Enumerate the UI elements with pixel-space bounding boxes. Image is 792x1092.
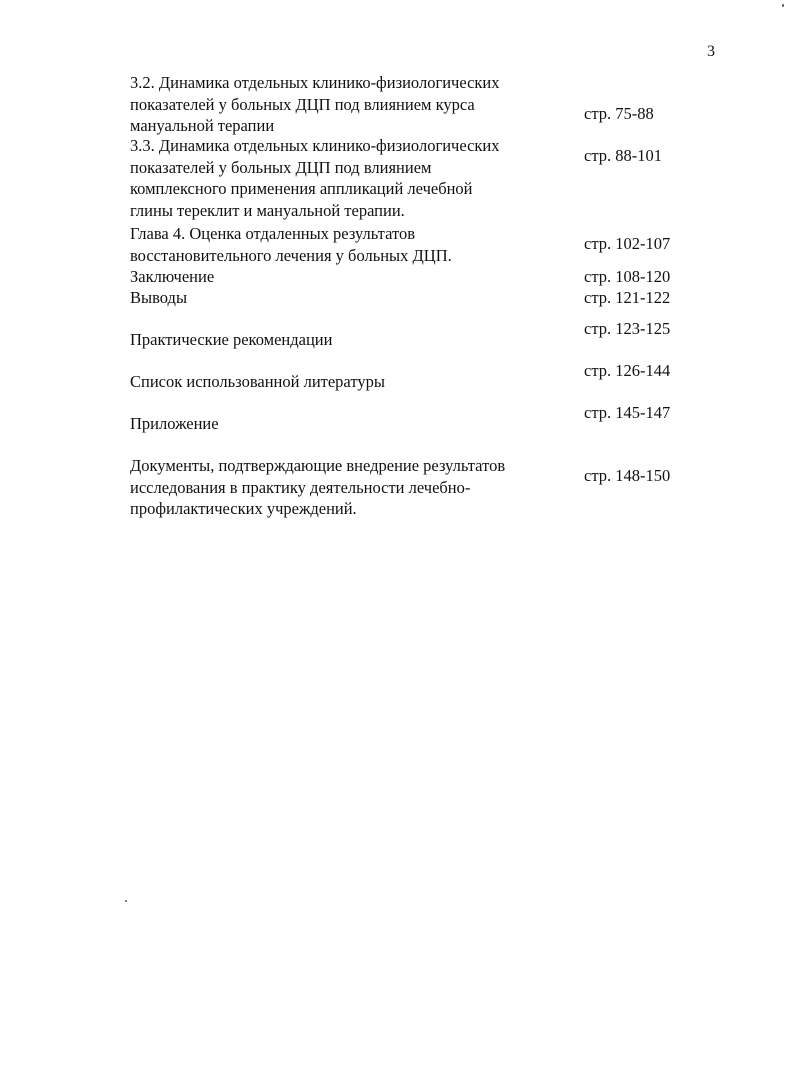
toc-entry-title: 3.2. Динамика отдельных клинико-физиологических показателей у больных ДЦП под влиянием курса мануальной терапии bbox=[130, 73, 500, 135]
toc-entry-title: Заключение bbox=[130, 267, 215, 286]
toc-entry-title: Выводы bbox=[130, 288, 188, 307]
toc-entry-title: Список использованной литературы bbox=[130, 372, 385, 391]
toc-entry-pages: стр. 121-122 bbox=[584, 288, 671, 307]
toc-entry-pages: стр. 126-144 bbox=[584, 361, 671, 380]
toc-entry-pages: стр. 88-101 bbox=[584, 146, 662, 165]
toc-entry-title: Приложение bbox=[130, 414, 219, 433]
toc-entry-title: Документы, подтверждающие внедрение результатов исследования в практику деятельности лечебно- профилактических учреждений. bbox=[130, 456, 506, 518]
toc-entry-pages: стр. 75-88 bbox=[584, 104, 654, 123]
toc-entry-title: 3.3. Динамика отдельных клинико-физиологических показателей у больных ДЦП под влиянием комплексного применения аппликаций лечебной глины тереклит и мануальной терапии. bbox=[130, 136, 500, 220]
toc-entry-pages: стр. 108-120 bbox=[584, 267, 671, 286]
scan-speck bbox=[125, 900, 127, 902]
toc-entry-pages: стр. 148-150 bbox=[584, 466, 671, 485]
toc-entry-pages: стр. 123-125 bbox=[584, 319, 671, 338]
toc-entry-title: Глава 4. Оценка отдаленных результатов восстановительного лечения у больных ДЦП. bbox=[130, 224, 452, 265]
scan-speck bbox=[782, 4, 784, 7]
toc-entry-pages: стр. 145-147 bbox=[584, 403, 671, 422]
toc-entry-pages: стр. 102-107 bbox=[584, 234, 671, 253]
page-number: 3 bbox=[707, 43, 715, 60]
toc-entry-title: Практические рекомендации bbox=[130, 330, 333, 349]
